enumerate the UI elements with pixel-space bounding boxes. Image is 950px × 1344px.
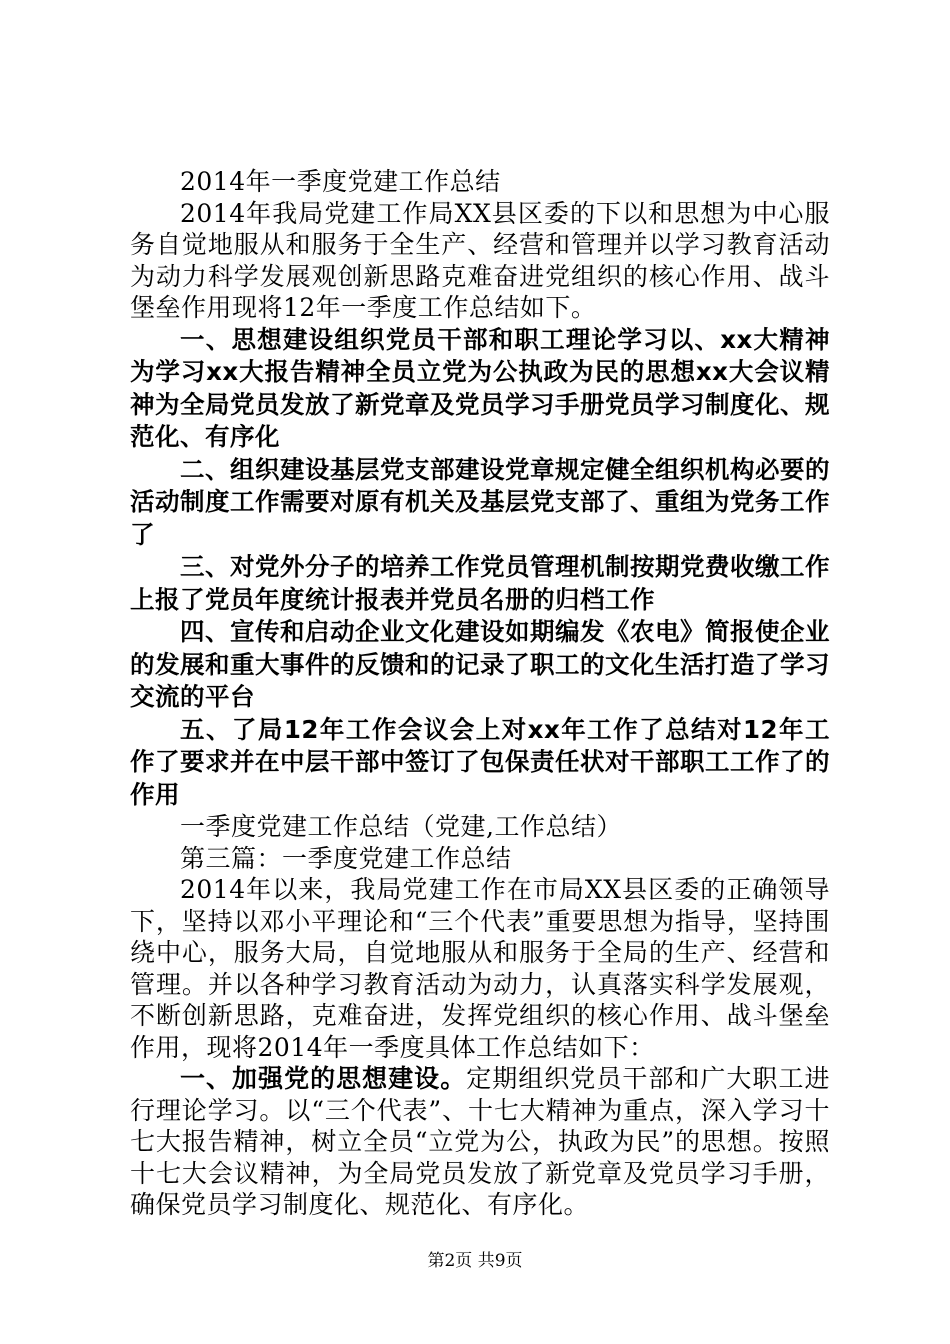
paragraph-subtitle: 一季度党建工作总结（党建,工作总结） <box>180 812 622 841</box>
paragraph-section-1: 一、思想建设组织党员干部和职工理论学习以、xx大精神为学习xx大报告精神全员立党为公执政为民的思想xx大会议精神为全局党员发放了新党章及党员学习手册党员学习制度化、规范化、有序化 <box>130 324 830 451</box>
paragraph-section-2: 二、组织建设基层党支部建设党章规定健全组织机构必要的活动制度工作需要对原有机关及基层党支部了、重组为党务工作了 <box>130 454 830 549</box>
document-body <box>130 166 830 1221</box>
paragraph-intro: 2014年我局党建工作局XX县区委的下以和思想为中心服务自觉地服从和服务于全生产、经营和管理并以学习教育活动为动力科学发展观创新思路克难奋进党组织的核心作用、战斗堡垒作用现将12年一季度工作总结如下。 <box>130 198 830 322</box>
paragraph-chapter-intro: 2014年以来，我局党建工作在市局XX县区委的正确领导下，坚持以邓小平理论和“三个代表”重要思想为指导，坚持围绕中心，服务大局，自觉地服从和服务于全局的生产、经营和管理。并以各种学习教育活动为动力，认真落实科学发展观，不断创新思路，克难奋进，发挥党组织的核心作用、战斗堡垒作用，现将2014年一季度具体工作总结如下： <box>130 875 830 1062</box>
paragraph-section-3: 三、对党外分子的培养工作党员管理机制按期党费收缴工作上报了党员年度统计报表并党员名册的归档工作 <box>130 552 830 614</box>
paragraph-rest: 定期组织党员干部和广大职工进行理论学习。以“三个代表”、十七大精神为重点，深入学习十七大报告精神，树立全员“立党为公，执政为民”的思想。按照十七大会议精神，为全局党员发放了新党章及党员学习手册，确保党员学习制度化、规范化、有序化。 <box>130 1064 830 1219</box>
paragraph-ideology-building <box>130 1063 830 1221</box>
paragraph-section-5: 五、了局12年工作会议会上对xx年工作了总结对12年工作了要求并在中层干部中签订了包保责任状对干部职工工作了的作用 <box>130 714 830 809</box>
page-footer <box>0 1246 950 1271</box>
paragraph-lead: 一、加强党的思想建设。 <box>180 1064 467 1093</box>
document-title: 2014年一季度党建工作总结 <box>180 167 501 196</box>
paragraph-section-4: 四、宣传和启动企业文化建设如期编发《农电》简报使企业的发展和重大事件的反馈和的记录了职工的文化生活打造了学习交流的平台 <box>130 617 830 711</box>
page-number-label: 第2页 共9页 <box>427 1251 523 1271</box>
paragraph-chapter-heading: 第三篇：一季度党建工作总结 <box>180 843 512 873</box>
